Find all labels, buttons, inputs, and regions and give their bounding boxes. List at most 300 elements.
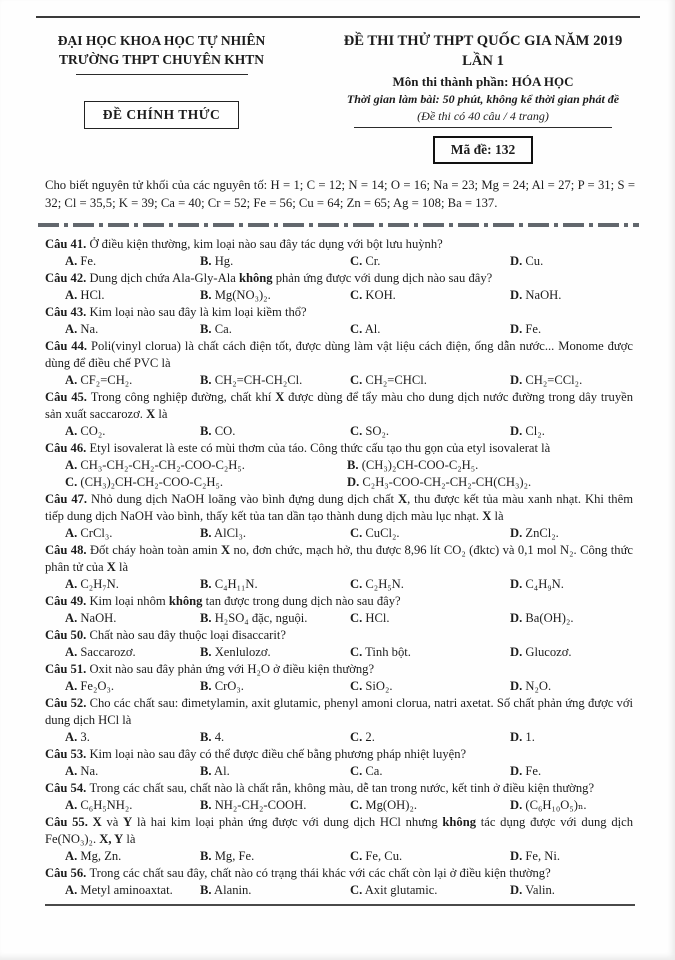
question-43 (45, 304, 633, 338)
option-value: KOH. (362, 288, 396, 302)
question-body (45, 491, 633, 525)
option-A-q49 (65, 610, 200, 627)
option-label: B. (200, 322, 212, 336)
option-value: Cr. (362, 254, 381, 268)
option-label: B. (200, 883, 212, 897)
option-label: D. (510, 577, 523, 591)
option-value: NH₂-CH₂-COOH. (211, 798, 307, 812)
option-A-q46 (65, 457, 347, 474)
question-body (45, 627, 633, 644)
exam-code-box: Mã đề: 132 (433, 136, 534, 164)
option-value: N₂O. (522, 679, 552, 693)
option-label: D. (510, 730, 523, 744)
option-C-q48 (350, 576, 510, 593)
option-label: C. (350, 764, 363, 778)
question-number: Câu 55. (45, 815, 93, 829)
option-B-q53 (200, 763, 350, 780)
option-label: C. (350, 577, 363, 591)
question-51 (45, 661, 633, 695)
option-label: C. (350, 645, 363, 659)
option-label: A. (65, 849, 78, 863)
option-B-q52 (200, 729, 350, 746)
option-B-q54 (200, 797, 350, 814)
option-label: D. (510, 798, 523, 812)
option-value: Ca. (211, 322, 232, 336)
option-D-q50 (510, 644, 633, 661)
question-text: tác dụng được với dung dịch Fe(NO₃)₂. (45, 815, 634, 846)
option-value: Fe₂O₃. (77, 679, 115, 693)
question-bold-term: X (106, 560, 116, 574)
question-text: và (101, 815, 124, 829)
option-label: B. (200, 254, 212, 268)
question-text: Kim loại nào sau đây có thể được điều chế bằng phương pháp nhiệt luyện? (89, 747, 467, 761)
option-label: A. (65, 424, 78, 438)
option-label: D. (510, 288, 523, 302)
option-label: B. (200, 577, 212, 591)
option-B-q48 (200, 576, 350, 593)
option-label: B. (200, 679, 212, 693)
option-label: C. (350, 798, 363, 812)
option-B-q42 (200, 287, 350, 304)
option-value: Xenlulozơ. (211, 645, 271, 659)
question-body (45, 814, 633, 848)
option-B-q56 (200, 882, 350, 899)
option-C-q55 (350, 848, 510, 865)
option-value: Ca. (362, 764, 383, 778)
option-D-q44 (510, 372, 633, 389)
options-row (45, 729, 633, 746)
option-label: D. (510, 373, 523, 387)
options-row (45, 372, 633, 389)
question-text: Cho các chất sau: đimetylamin, axit glutamic, phenyl amoni clorua, natri axetat. Số chất phản ứng được với dung dịch HCl là (45, 696, 633, 727)
option-C-q49 (350, 610, 510, 627)
option-B-q41 (200, 253, 350, 270)
question-bold-term: X (92, 815, 102, 829)
question-body (45, 440, 633, 457)
option-C-q54 (350, 797, 510, 814)
option-D-q42 (510, 287, 633, 304)
option-value: Mg, Zn. (77, 849, 122, 863)
question-49 (45, 593, 633, 627)
option-label: B. (200, 730, 212, 744)
option-D-q53 (510, 763, 633, 780)
option-label: A. (65, 798, 78, 812)
question-text: Kim loại nào sau đây là kim loại kiềm thổ? (89, 305, 307, 319)
option-value: (CH₃)₂CH-CH₂-COO-C₂H₅. (77, 475, 224, 489)
option-B-q51 (200, 678, 350, 695)
question-41 (45, 236, 633, 270)
option-label: D. (347, 475, 360, 489)
option-label: D. (510, 764, 523, 778)
option-label: A. (65, 288, 78, 302)
options-row (45, 576, 633, 593)
option-value: Fe. (522, 322, 542, 336)
option-label: B. (200, 424, 212, 438)
question-body (45, 338, 633, 372)
option-C-q47 (350, 525, 510, 542)
option-label: B. (200, 611, 212, 625)
question-text: Ở điều kiện thường, kim loại nào sau đây tác dụng với bột lưu huỳnh? (89, 237, 443, 251)
option-C-q46 (65, 474, 347, 491)
option-C-q43 (350, 321, 510, 338)
option-A-q42 (65, 287, 200, 304)
option-D-q41 (510, 253, 633, 270)
option-A-q55 (65, 848, 200, 865)
option-label: A. (65, 883, 78, 897)
option-value: Na. (77, 764, 99, 778)
question-number: Câu 43. (45, 305, 90, 319)
option-label: D. (510, 849, 523, 863)
question-number: Câu 50. (45, 628, 90, 642)
option-value: 1. (522, 730, 535, 744)
question-48 (45, 542, 633, 593)
header-right (305, 31, 675, 164)
question-text: Trong công nghiệp đường, chất khí (90, 390, 276, 404)
option-label: A. (65, 730, 78, 744)
question-45 (45, 389, 633, 440)
question-number: Câu 49. (45, 594, 90, 608)
option-value: CO. (211, 424, 236, 438)
official-exam-box: ĐỀ CHÍNH THỨC (84, 101, 240, 129)
option-label: A. (65, 254, 78, 268)
questions-list (45, 236, 633, 899)
option-value: 2. (362, 730, 375, 744)
option-A-q43 (65, 321, 200, 338)
exam-title-line2: LẦN 1 (462, 53, 504, 69)
question-text: Trong các chất sau đây, chất nào có trạng thái khác với các chất còn lại ở điều kiện thường? (89, 866, 551, 880)
question-text: Poli(vinyl clorua) là chất cách điện tốt, được dùng làm vật liệu cách điện, ống dẫn nước... Monome được dùng để điều chế PVC là (45, 339, 633, 370)
option-B-q45 (200, 423, 350, 440)
options-row (45, 525, 633, 542)
question-54 (45, 780, 633, 814)
question-body (45, 304, 633, 321)
option-value: Fe. (77, 254, 97, 268)
question-body (45, 236, 633, 253)
question-text: , thu được kết tủa màu xanh nhạt. Khi thêm tiếp dung dịch NaOH vào bình, thấy kết tủa tan dần tạo thành dung dịch màu lục nhạt. (45, 492, 633, 523)
option-value: (CH₃)₂CH-COO-C₂H₅. (358, 458, 479, 472)
option-value: H₂SO₄ đặc, nguội. (211, 611, 308, 625)
option-label: D. (510, 322, 523, 336)
question-bold-term: X, Y (99, 832, 124, 846)
option-label: B. (347, 458, 359, 472)
question-text: Trong các chất sau, chất nào là chất rắn, không màu, dễ tan trong nước, kết tinh ở điều kiện thường? (89, 781, 595, 795)
options-row (45, 253, 633, 270)
question-bold-term: X (275, 390, 285, 404)
question-text: tan được trong dung dịch nào sau đây? (202, 594, 401, 608)
option-value: C₄H₁₁N. (211, 577, 258, 591)
option-C-q45 (350, 423, 510, 440)
header-left (0, 31, 305, 164)
pages-note: (Đề thi có 40 câu / 4 trang) (417, 109, 549, 123)
question-body (45, 270, 633, 287)
question-53 (45, 746, 633, 780)
option-value: Glucozơ. (522, 645, 572, 659)
option-label: D. (510, 526, 523, 540)
question-46 (45, 440, 633, 491)
option-D-q55 (510, 848, 633, 865)
option-B-q43 (200, 321, 350, 338)
option-B-q47 (200, 525, 350, 542)
option-value: C₆H₅NH₂. (77, 798, 133, 812)
question-number: Câu 41. (45, 237, 90, 251)
option-value: Axit glutamic. (362, 883, 438, 897)
option-C-q50 (350, 644, 510, 661)
option-value: C₄H₉N. (522, 577, 564, 591)
options-row (45, 882, 633, 899)
question-body (45, 746, 633, 763)
question-bold-term: X (397, 492, 408, 506)
option-value: CO₂. (77, 424, 106, 438)
option-C-q56 (350, 882, 510, 899)
option-value: 4. (211, 730, 225, 744)
question-bold-term: X (482, 509, 492, 523)
question-body (45, 389, 633, 423)
option-value: Valin. (522, 883, 555, 897)
option-value: AlCl₃. (211, 526, 247, 540)
question-text: Oxit nào sau đây phản ứng với H₂O ở điều kiện thường? (89, 662, 375, 676)
option-A-q50 (65, 644, 200, 661)
options-row (45, 610, 633, 627)
question-text: phản ứng được với dung dịch nào sau đây? (272, 271, 493, 285)
option-value: CH₃-CH₂-CH₂-CH₂-COO-C₂H₅. (77, 458, 245, 472)
option-value: NaOH. (522, 288, 562, 302)
option-A-q45 (65, 423, 200, 440)
option-value: CrCl₃. (77, 526, 113, 540)
option-label: D. (510, 424, 523, 438)
option-value: CF₂=CH₂. (77, 373, 133, 387)
option-label: B. (200, 526, 212, 540)
question-text: là (155, 407, 168, 421)
option-value: Cu. (522, 254, 544, 268)
option-label: C. (350, 254, 363, 268)
option-value: SO₂. (362, 424, 390, 438)
option-A-q44 (65, 372, 200, 389)
option-C-q42 (350, 287, 510, 304)
option-value: Saccarozơ. (77, 645, 136, 659)
option-label: D. (510, 254, 523, 268)
option-value: C₂H₅N. (362, 577, 404, 591)
duration-line: Thời gian làm bài: 50 phút, không kể thời gian phát đề (346, 92, 620, 106)
option-C-q52 (350, 729, 510, 746)
options-row (45, 423, 633, 440)
option-label: D. (510, 645, 523, 659)
option-label: C. (350, 424, 363, 438)
option-value: Mg(OH)₂. (362, 798, 418, 812)
question-text: là hai kim loại phản ứng được với dung dịch HCl nhưng (132, 815, 443, 829)
options-row (45, 797, 633, 814)
option-value: C₂H₇N. (77, 577, 119, 591)
option-D-q47 (510, 525, 633, 542)
option-value: Ba(OH)₂. (522, 611, 574, 625)
option-label: C. (350, 730, 363, 744)
option-value: CuCl₂. (362, 526, 400, 540)
option-label: B. (200, 798, 212, 812)
option-value: HCl. (77, 288, 105, 302)
bottom-rule (45, 904, 635, 906)
option-value: Fe. (522, 764, 542, 778)
option-value: ZnCl₂. (522, 526, 559, 540)
option-label: A. (65, 645, 78, 659)
option-value: 3. (77, 730, 90, 744)
option-value: Fe, Cu. (362, 849, 403, 863)
options-row (45, 848, 633, 865)
question-44 (45, 338, 633, 389)
option-B-q49 (200, 610, 350, 627)
option-A-q41 (65, 253, 200, 270)
question-text: là (115, 560, 129, 574)
option-label: C. (350, 526, 363, 540)
question-bold-term: không (238, 271, 273, 285)
university-name: ĐẠI HỌC KHOA HỌC TỰ NHIÊN (57, 33, 266, 48)
option-label: B. (200, 764, 212, 778)
option-label: D. (510, 883, 523, 897)
question-body (45, 865, 633, 882)
subject-line: Môn thi thành phần: HÓA HỌC (392, 74, 574, 89)
option-value: CrO₃. (211, 679, 244, 693)
option-label: A. (65, 322, 78, 336)
question-text: Nhỏ dung dịch NaOH loãng vào bình đựng dung dịch chất (91, 492, 398, 506)
question-text: là (123, 832, 136, 846)
options-row (45, 644, 633, 661)
option-C-q51 (350, 678, 510, 695)
option-value: Alanin. (211, 883, 252, 897)
school-name: TRƯỜNG THPT CHUYÊN KHTN (59, 52, 264, 67)
question-text: Kim loại nhôm (89, 594, 169, 608)
option-label: A. (65, 679, 78, 693)
question-52 (45, 695, 633, 746)
options-row (45, 457, 633, 491)
question-text: no, đơn chức, mạch hở, thu được 8,96 lít CO₂ (đktc) và 0,1 mol N₂. Công thức phân tử của (45, 543, 633, 574)
option-B-q55 (200, 848, 350, 865)
question-bold-term: X (220, 543, 231, 557)
option-label: A. (65, 577, 78, 591)
question-50 (45, 627, 633, 661)
option-value: Hg. (211, 254, 234, 268)
option-C-q44 (350, 372, 510, 389)
option-value: CH₂=CHCl. (362, 373, 427, 387)
question-text: là (491, 509, 504, 523)
option-value: CH₂=CH-CH₂Cl. (211, 373, 303, 387)
option-value: Na. (77, 322, 99, 336)
question-text: Etyl isovalerat là este có mùi thơm của táo. Công thức cấu tạo thu gọn của etyl isovalerat là (89, 441, 551, 455)
option-value: (C₆H₁₀O₅)ₙ. (522, 798, 587, 812)
options-row (45, 678, 633, 695)
option-A-q53 (65, 763, 200, 780)
option-label: C. (350, 288, 363, 302)
option-value: Mg, Fe. (211, 849, 255, 863)
option-C-q41 (350, 253, 510, 270)
question-number: Câu 52. (45, 696, 90, 710)
option-label: B. (200, 645, 212, 659)
question-56 (45, 865, 633, 899)
dashed-divider (38, 223, 639, 227)
option-value: C₂H₃-COO-CH₂-CH₂-CH(CH₃)₂. (359, 475, 532, 489)
option-label: D. (510, 611, 523, 625)
question-number: Câu 51. (45, 662, 90, 676)
atomic-mass-note: Cho biết nguyên tử khối của các nguyên tố: H = 1; C = 12; N = 14; O = 16; Na = 23; Mg = 24; Al = 27; P = 31; S = 32; Cl = 35,5; K = 39; Ca = 40; Cr = 52; Fe = 56; Cu = 64; Zn = 65; Ag = 108; Ba = 137. (45, 178, 635, 210)
option-value: Al. (362, 322, 381, 336)
top-rule (36, 16, 640, 18)
question-42 (45, 270, 633, 304)
option-label: B. (200, 849, 212, 863)
options-row (45, 321, 633, 338)
option-label: D. (510, 679, 523, 693)
option-A-q54 (65, 797, 200, 814)
option-value: Mg(NO₃)₂. (211, 288, 271, 302)
option-label: A. (65, 526, 78, 540)
option-D-q51 (510, 678, 633, 695)
option-D-q54 (510, 797, 633, 814)
question-text: Dung dịch chứa Ala-Gly-Ala (89, 271, 239, 285)
option-B-q44 (200, 372, 350, 389)
option-C-q53 (350, 763, 510, 780)
question-text: Đốt cháy hoàn toàn amin (89, 543, 221, 557)
question-number: Câu 44. (45, 339, 91, 353)
option-label: C. (350, 849, 363, 863)
option-value: Tinh bột. (362, 645, 411, 659)
question-bold-term: Y (123, 815, 133, 829)
question-body (45, 542, 633, 576)
option-D-q48 (510, 576, 633, 593)
question-number: Câu 46. (45, 441, 90, 455)
option-label: C. (350, 322, 363, 336)
question-number: Câu 54. (45, 781, 90, 795)
question-number: Câu 47. (45, 492, 92, 506)
question-text: Chất nào sau đây thuộc loại đisaccarit? (89, 628, 286, 642)
exam-title-line1: ĐỀ THI THỬ THPT QUỐC GIA NĂM 2019 (343, 33, 623, 49)
question-55 (45, 814, 633, 865)
option-value: Fe, Ni. (522, 849, 561, 863)
options-row (45, 287, 633, 304)
option-label: C. (350, 611, 363, 625)
option-label: C. (350, 679, 363, 693)
option-label: A. (65, 611, 78, 625)
option-D-q46 (347, 474, 633, 491)
question-number: Câu 56. (45, 866, 90, 880)
question-body (45, 780, 633, 797)
option-A-q56 (65, 882, 200, 899)
question-text: được dùng để tẩy màu cho dung dịch nước đường trong dây truyền sản xuất saccarozơ. (45, 390, 634, 421)
option-value: SiO₂. (362, 679, 393, 693)
option-B-q50 (200, 644, 350, 661)
question-47 (45, 491, 633, 542)
option-D-q49 (510, 610, 633, 627)
option-D-q45 (510, 423, 633, 440)
option-label: B. (200, 373, 212, 387)
option-B-q46 (347, 457, 633, 474)
option-value: HCl. (362, 611, 390, 625)
option-label: C. (65, 475, 78, 489)
question-body (45, 695, 633, 729)
option-A-q48 (65, 576, 200, 593)
option-label: C. (350, 373, 363, 387)
option-value: NaOH. (77, 611, 117, 625)
option-value: Cl₂. (522, 424, 545, 438)
option-label: A. (65, 458, 78, 472)
option-value: Metyl aminoaxtat. (77, 883, 173, 897)
option-label: A. (65, 373, 78, 387)
option-D-q43 (510, 321, 633, 338)
option-A-q52 (65, 729, 200, 746)
option-D-q56 (510, 882, 633, 899)
option-A-q51 (65, 678, 200, 695)
option-D-q52 (510, 729, 633, 746)
option-label: C. (350, 883, 363, 897)
question-bold-term: không (168, 594, 203, 608)
option-label: B. (200, 288, 212, 302)
question-bold-term: không (442, 815, 476, 829)
question-body (45, 593, 633, 610)
